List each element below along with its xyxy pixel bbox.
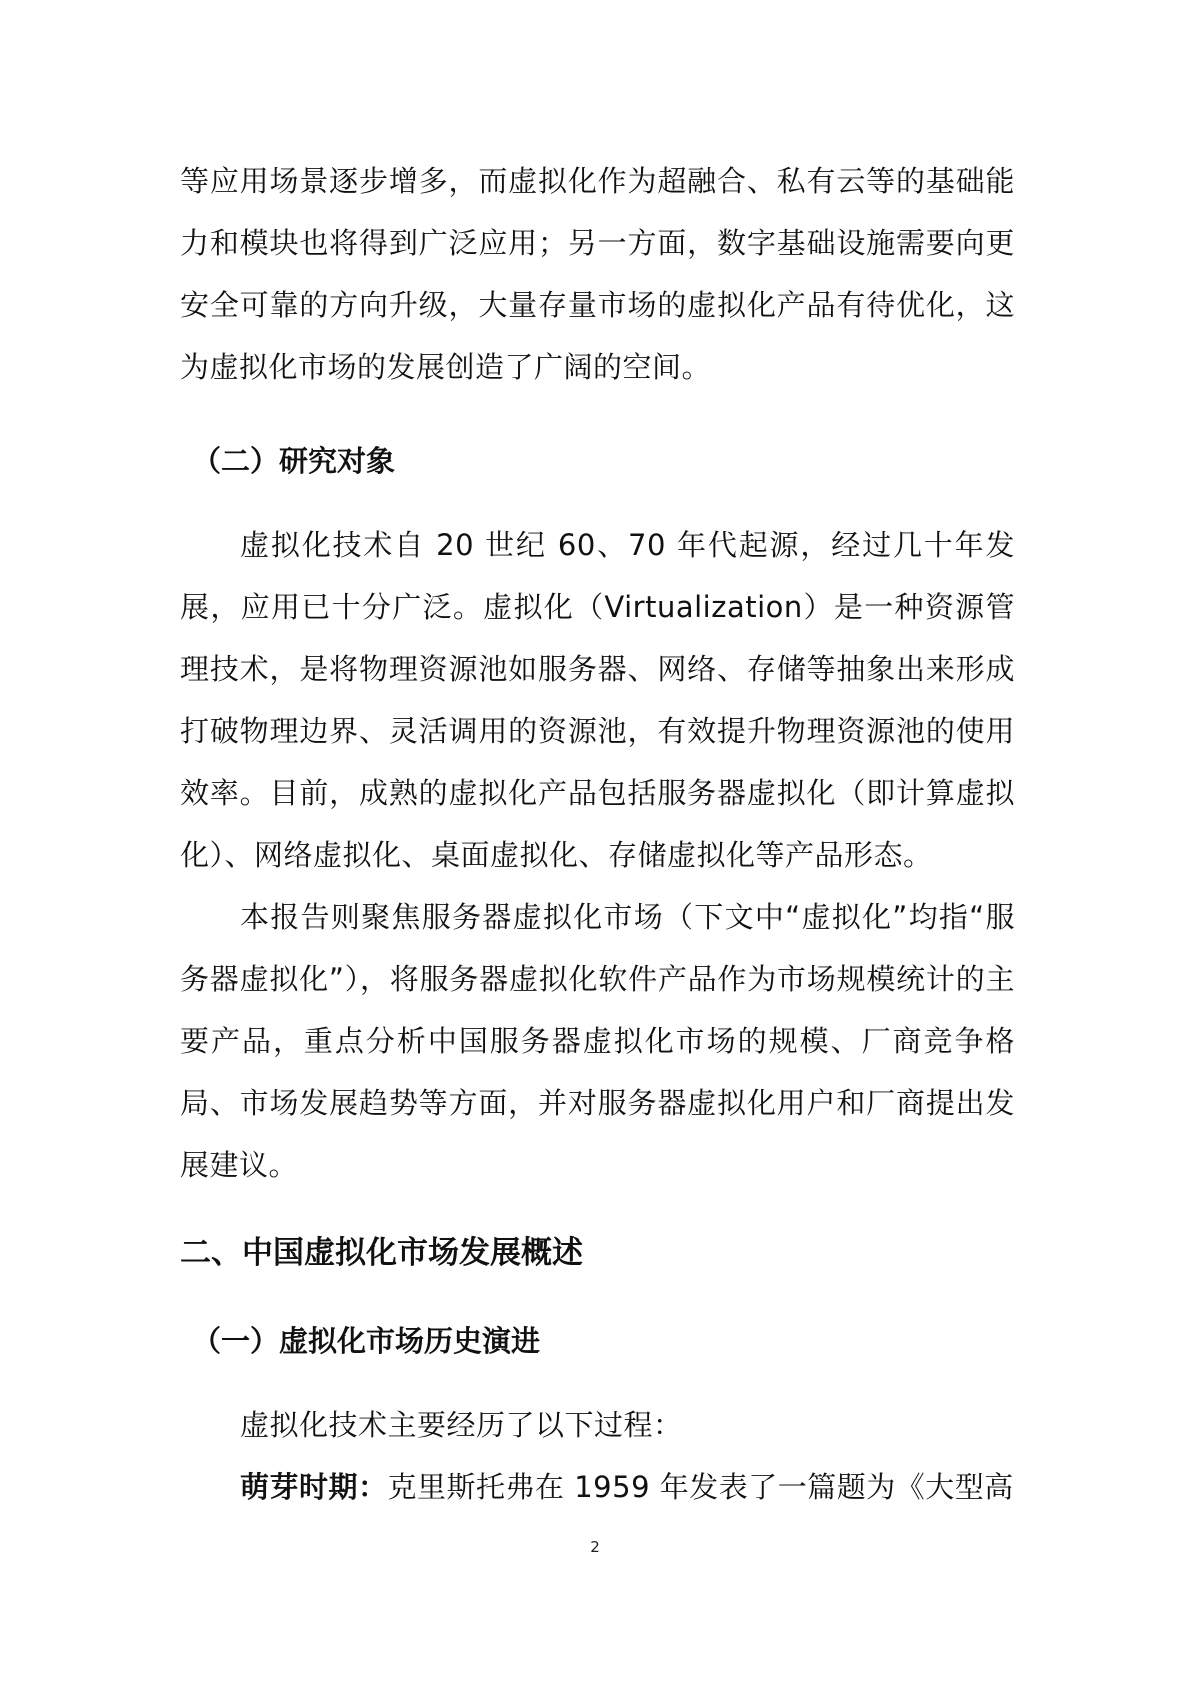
paragraph-intro-continued: 等应用场景逐步增多，而虚拟化作为超融合、私有云等的基础能力和模块也将得到广泛应用；另一方面，数字基础设施需要向更安全可靠的方向升级，大量存量市场的虚拟化产品有待优化，这为虚拟化市场的发展创造了广阔的空间。	[180, 164, 1015, 384]
page-body	[180, 150, 1015, 1518]
paragraph-process-intro: 虚拟化技术主要经历了以下过程：	[240, 1408, 683, 1442]
heading-section-two: 二、中国虚拟化市场发展概述	[180, 1235, 583, 1271]
heading-history-evolution: （一）虚拟化市场历史演进	[192, 1324, 541, 1358]
paragraph-embryonic-period	[180, 1456, 1015, 1518]
embryonic-period-label: 萌芽时期：	[240, 1470, 388, 1504]
embryonic-period-text: 克里斯托弗在 1959 年发表了一篇题为《大型高	[387, 1470, 1014, 1504]
page-number: 2	[590, 1538, 600, 1556]
heading-research-object: （二）研究对象	[192, 444, 396, 478]
paragraph-virtualization-overview: 虚拟化技术自 20 世纪 60、70 年代起源，经过几十年发展，应用已十分广泛。虚拟化（Virtualization）是一种资源管理技术，是将物理资源池如服务器、网络、存储等抽象出来形成打破物理边界、灵活调用的资源池，有效提升物理资源池的使用效率。目前，成熟的虚拟化产品包括服务器虚拟化（即计算虚拟化）、网络虚拟化、桌面虚拟化、存储虚拟化等产品形态。	[180, 528, 1015, 872]
paragraph-report-focus: 本报告则聚焦服务器虚拟化市场（下文中“虚拟化”均指“服务器虚拟化”），将服务器虚拟化软件产品作为市场规模统计的主要产品，重点分析中国服务器虚拟化市场的规模、厂商竞争格局、市场发展趋势等方面，并对服务器虚拟化用户和厂商提出发展建议。	[180, 900, 1015, 1182]
